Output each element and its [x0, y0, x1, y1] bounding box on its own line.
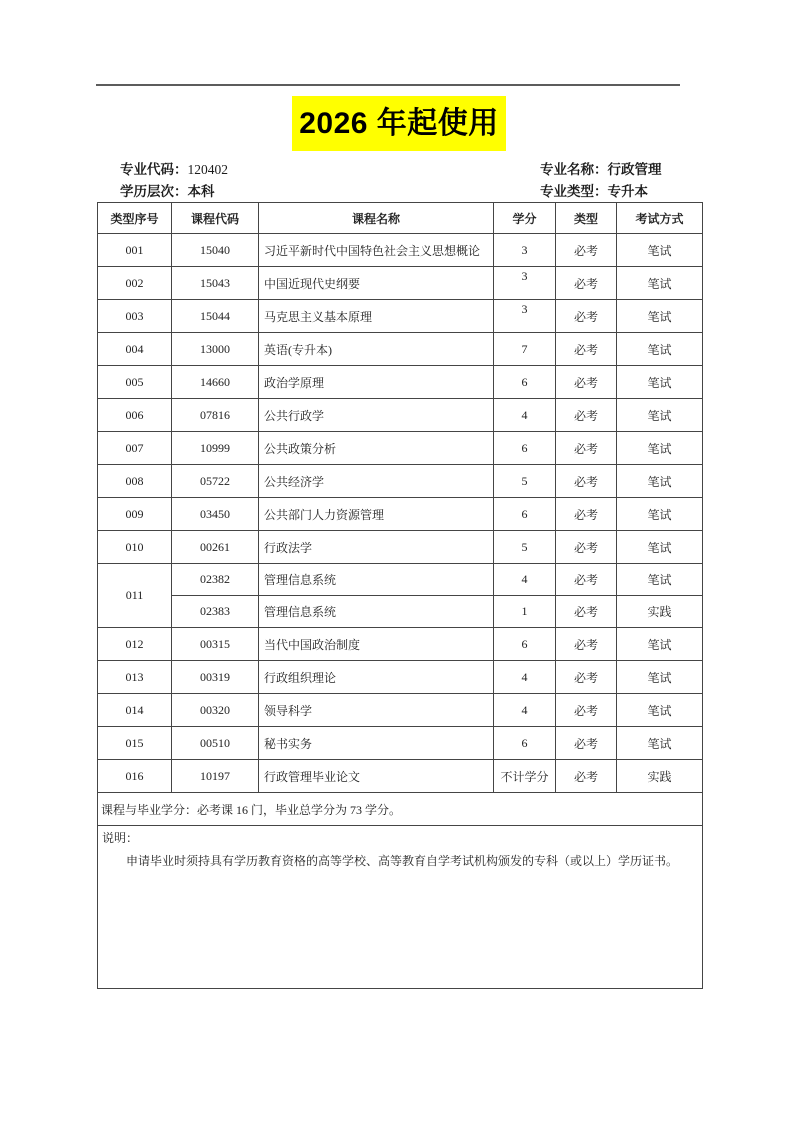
credits-cell: 6: [494, 432, 556, 465]
table-row: [98, 694, 703, 727]
type-cell: 必考: [556, 531, 617, 564]
credits-cell: 5: [494, 531, 556, 564]
type-cell: 必考: [556, 564, 617, 596]
table-row: [98, 498, 703, 531]
type-no-cell: 012: [98, 628, 172, 661]
course-code-cell: 00261: [172, 531, 259, 564]
course-name-cell: 习近平新时代中国特色社会主义思想概论: [259, 234, 494, 267]
table-row: [98, 300, 703, 333]
table-row: [98, 465, 703, 498]
exam-method-cell: 笔试: [617, 564, 703, 596]
table-row: [98, 267, 703, 300]
course-name-cell: 管理信息系统: [259, 596, 494, 628]
course-name-cell: 行政管理毕业论文: [259, 760, 494, 793]
header-exam-method: 考试方式: [617, 203, 703, 234]
exam-method-cell: 笔试: [617, 465, 703, 498]
course-code-cell: 00510: [172, 727, 259, 760]
exam-method-cell: 实践: [617, 596, 703, 628]
type-cell: 必考: [556, 399, 617, 432]
exam-method-cell: 笔试: [617, 498, 703, 531]
notes-text: 申请毕业时须持具有学历教育资格的高等学校、高等教育自学考试机构颁发的专科（或以上）学历证书。: [126, 854, 679, 868]
course-code-cell: 07816: [172, 399, 259, 432]
course-code-cell: 03450: [172, 498, 259, 531]
course-code-cell: 15040: [172, 234, 259, 267]
table-row: [98, 432, 703, 465]
header-row: [98, 203, 703, 234]
table-row: [98, 234, 703, 267]
course-code-cell: 00320: [172, 694, 259, 727]
credits-cell: 1: [494, 596, 556, 628]
credits-cell: 5: [494, 465, 556, 498]
course-code-cell: 02383: [172, 596, 259, 628]
course-name-cell: 公共经济学: [259, 465, 494, 498]
credits-cell: 6: [494, 628, 556, 661]
table-row: [98, 399, 703, 432]
type-no-cell: 014: [98, 694, 172, 727]
header-type-no: 类型序号: [98, 203, 172, 234]
type-no-cell: 011: [98, 564, 172, 628]
notes-row: [98, 826, 703, 989]
major-code-value: 120402: [187, 162, 228, 177]
type-cell: 必考: [556, 300, 617, 333]
course-code-cell: 15043: [172, 267, 259, 300]
exam-method-cell: 笔试: [617, 661, 703, 694]
course-code-cell: 14660: [172, 366, 259, 399]
page-title: 2026 年起使用: [292, 96, 506, 151]
header-credits: 学分: [494, 203, 556, 234]
exam-method-cell: 实践: [617, 760, 703, 793]
major-code-label: 专业代码：: [120, 162, 188, 177]
type-no-cell: 001: [98, 234, 172, 267]
table-row: [98, 531, 703, 564]
credits-cell: 7: [494, 333, 556, 366]
type-cell: 必考: [556, 694, 617, 727]
type-cell: 必考: [556, 661, 617, 694]
course-name-cell: 公共行政学: [259, 399, 494, 432]
type-no-cell: 015: [98, 727, 172, 760]
type-cell: 必考: [556, 333, 617, 366]
course-name-cell: 行政法学: [259, 531, 494, 564]
exam-method-cell: 笔试: [617, 267, 703, 300]
type-cell: 必考: [556, 498, 617, 531]
type-cell: 必考: [556, 366, 617, 399]
notes-cell: [98, 826, 703, 989]
course-name-cell: 公共政策分析: [259, 432, 494, 465]
course-code-cell: 00315: [172, 628, 259, 661]
course-code-cell: 10197: [172, 760, 259, 793]
type-no-cell: 007: [98, 432, 172, 465]
type-cell: 必考: [556, 760, 617, 793]
type-no-cell: 006: [98, 399, 172, 432]
header-type: 类型: [556, 203, 617, 234]
type-cell: 必考: [556, 465, 617, 498]
major-type-value: 专升本: [607, 184, 648, 199]
credits-cell: 3: [494, 234, 556, 267]
level-field: [120, 181, 215, 202]
course-table: [97, 202, 703, 989]
credits-cell: 3: [494, 300, 556, 333]
type-no-cell: 009: [98, 498, 172, 531]
credits-cell: 4: [494, 564, 556, 596]
table-row: [98, 333, 703, 366]
type-cell: 必考: [556, 727, 617, 760]
notes-label: 说明：: [102, 831, 139, 845]
credits-cell: 不计学分: [494, 760, 556, 793]
title-container: [97, 96, 701, 151]
meta-row-2: [97, 181, 701, 203]
table-row: [98, 727, 703, 760]
course-code-cell: 00319: [172, 661, 259, 694]
table-row: [98, 661, 703, 694]
course-name-cell: 公共部门人力资源管理: [259, 498, 494, 531]
course-name-cell: 当代中国政治制度: [259, 628, 494, 661]
course-table-footer: [98, 793, 703, 989]
exam-method-cell: 笔试: [617, 366, 703, 399]
course-code-cell: 13000: [172, 333, 259, 366]
type-cell: 必考: [556, 596, 617, 628]
type-cell: 必考: [556, 267, 617, 300]
major-type-label: 专业类型：: [540, 184, 608, 199]
exam-method-cell: 笔试: [617, 628, 703, 661]
major-name-field: [540, 159, 662, 180]
major-name-label: 专业名称：: [540, 162, 608, 177]
table-row: [98, 596, 703, 628]
credits-cell: 4: [494, 694, 556, 727]
exam-method-cell: 笔试: [617, 727, 703, 760]
exam-method-cell: 笔试: [617, 531, 703, 564]
course-name-cell: 管理信息系统: [259, 564, 494, 596]
credits-cell: 4: [494, 399, 556, 432]
exam-method-cell: 笔试: [617, 333, 703, 366]
type-no-cell: 010: [98, 531, 172, 564]
course-code-cell: 02382: [172, 564, 259, 596]
type-cell: 必考: [556, 628, 617, 661]
type-no-cell: 016: [98, 760, 172, 793]
major-name-value: 行政管理: [607, 162, 662, 177]
table-row: [98, 628, 703, 661]
exam-method-cell: 笔试: [617, 399, 703, 432]
course-table-body: [98, 234, 703, 793]
course-name-cell: 英语(专升本): [259, 333, 494, 366]
course-name-cell: 政治学原理: [259, 366, 494, 399]
major-code-field: [120, 159, 228, 180]
meta-info: [97, 159, 701, 203]
course-code-cell: 05722: [172, 465, 259, 498]
level-label: 学历层次：: [120, 184, 188, 199]
course-name-cell: 行政组织理论: [259, 661, 494, 694]
credits-cell: 3: [494, 267, 556, 300]
exam-method-cell: 笔试: [617, 432, 703, 465]
course-name-cell: 秘书实务: [259, 727, 494, 760]
course-name-cell: 领导科学: [259, 694, 494, 727]
table-row: [98, 564, 703, 596]
header-course-name: 课程名称: [259, 203, 494, 234]
table-row: [98, 366, 703, 399]
summary-row: [98, 793, 703, 826]
credits-cell: 6: [494, 727, 556, 760]
type-no-cell: 004: [98, 333, 172, 366]
type-no-cell: 005: [98, 366, 172, 399]
credits-cell: 6: [494, 498, 556, 531]
header-course-code: 课程代码: [172, 203, 259, 234]
table-row: [98, 760, 703, 793]
graduation-credits-summary: 课程与毕业学分：必考课 16 门，毕业总学分为 73 学分。: [98, 793, 703, 826]
type-no-cell: 002: [98, 267, 172, 300]
course-name-cell: 中国近现代史纲要: [259, 267, 494, 300]
level-value: 本科: [187, 184, 215, 199]
course-table-header: [98, 203, 703, 234]
meta-row-1: [97, 159, 701, 181]
type-cell: 必考: [556, 432, 617, 465]
top-divider-line: [96, 84, 680, 86]
type-no-cell: 013: [98, 661, 172, 694]
exam-method-cell: 笔试: [617, 234, 703, 267]
type-no-cell: 008: [98, 465, 172, 498]
credits-cell: 4: [494, 661, 556, 694]
type-no-cell: 003: [98, 300, 172, 333]
type-cell: 必考: [556, 234, 617, 267]
course-code-cell: 10999: [172, 432, 259, 465]
major-type-field: [540, 181, 648, 202]
course-code-cell: 15044: [172, 300, 259, 333]
credits-cell: 6: [494, 366, 556, 399]
course-name-cell: 马克思主义基本原理: [259, 300, 494, 333]
exam-method-cell: 笔试: [617, 300, 703, 333]
exam-method-cell: 笔试: [617, 694, 703, 727]
